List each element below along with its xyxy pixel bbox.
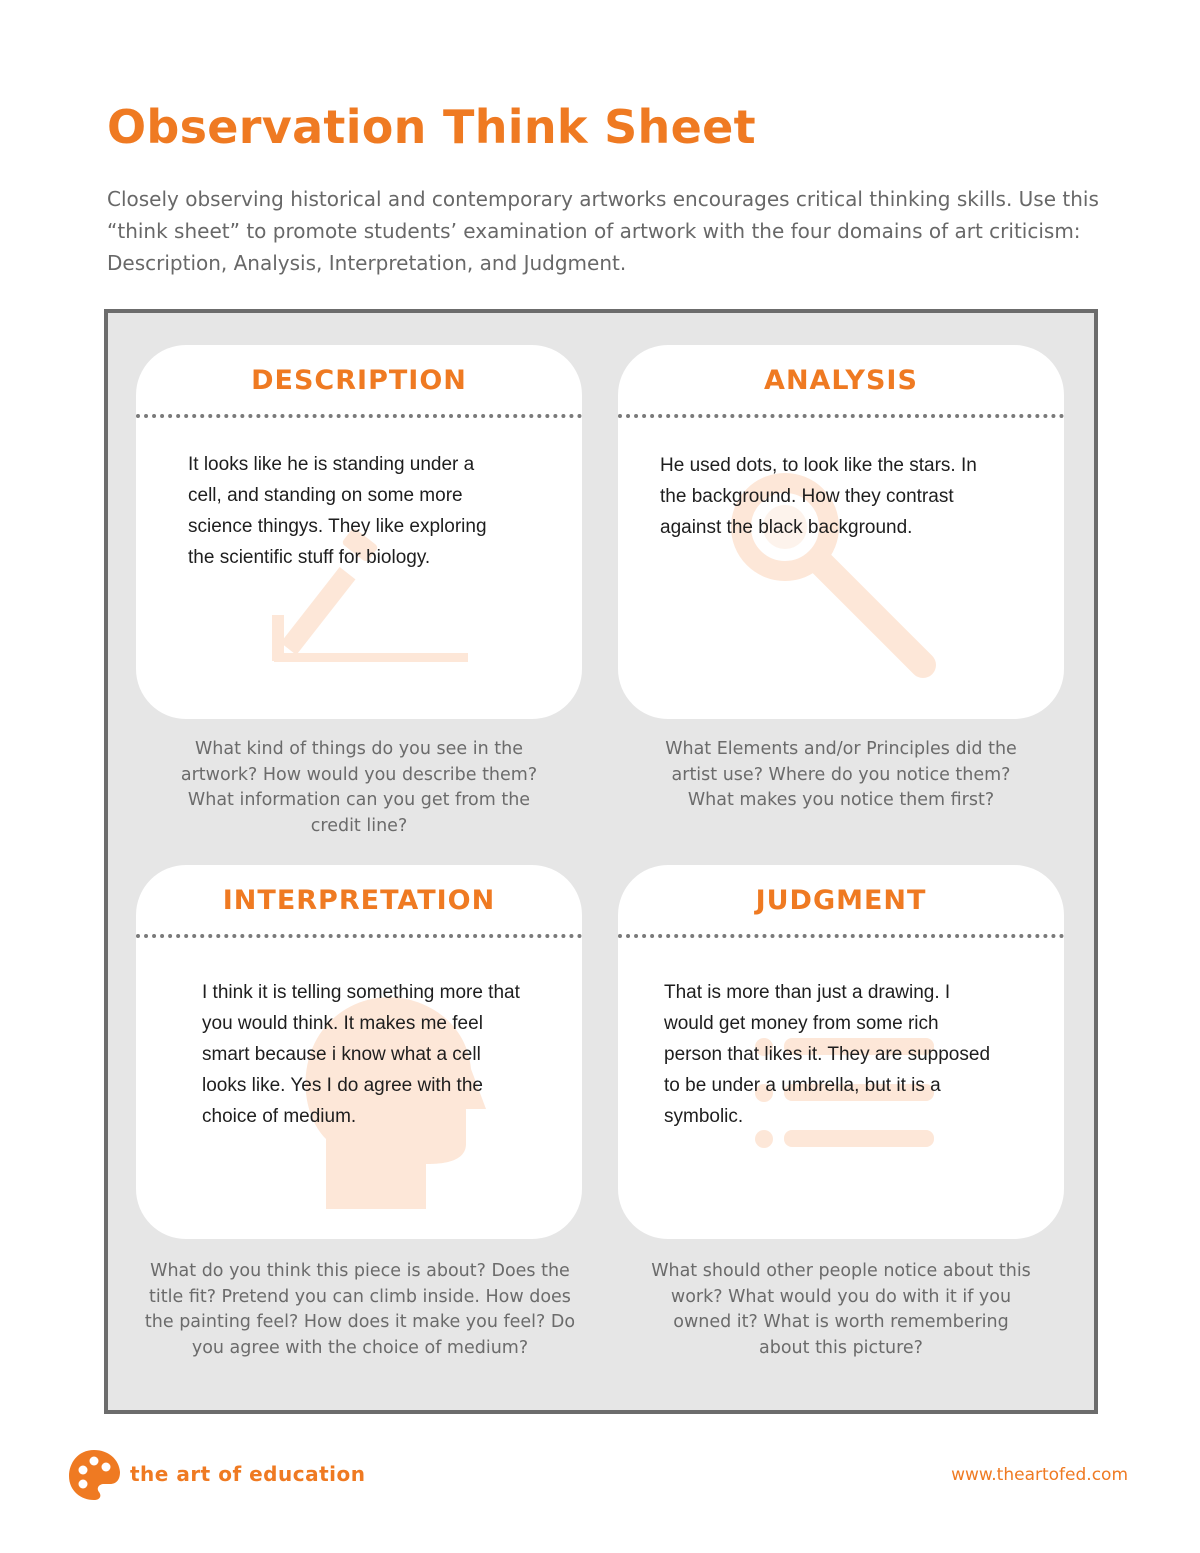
judgment-prompt: What should other people notice about this work? What would you do with it if you owned it? What is worth remembering about this picture? <box>651 1261 1031 1358</box>
judgment-answer: That is more than just a drawing. I would get money from some rich person that likes it. They are supposed to be under a umbrella, but it is a symbolic. <box>664 982 991 1127</box>
judgment-heading: JUDGMENT <box>755 885 927 916</box>
description-answer: It looks like he is standing under a cell, and standing on some more science thingys. They like exploring the scientific stuff for biology. <box>188 454 487 568</box>
intro-paragraph: Closely observing historical and contemporary artworks encourages critical thinking skills. Use this “think sheet” to promote students’ examination of artwork with the four domains of art criticism: Description, Analysis, Interpretation, and Judgment. <box>107 187 1099 275</box>
interpretation-divider <box>136 934 582 938</box>
analysis-answer: He used dots, to look like the stars. In the background. How they contrast against the black background. <box>660 455 977 538</box>
judgment-divider <box>618 934 1064 938</box>
analysis-card <box>618 345 1064 719</box>
description-heading: DESCRIPTION <box>251 365 467 396</box>
footer-brand: the art of education <box>130 1462 366 1486</box>
interpretation-card <box>136 865 582 1239</box>
description-prompt: What kind of things do you see in the artwork? How would you describe them? What information can you get from the credit line? <box>180 739 538 836</box>
description-card <box>136 345 582 719</box>
description-divider <box>136 414 582 418</box>
analysis-divider <box>618 414 1064 418</box>
analysis-heading: ANALYSIS <box>764 365 918 396</box>
page-title: Observation Think Sheet <box>107 100 756 154</box>
interpretation-answer: I think it is telling something more that you would think. It makes me feel smart because i know what a cell looks like. Yes I do agree with the choice of medium. <box>202 982 520 1127</box>
footer-url[interactable]: www.theartofed.com <box>951 1465 1128 1485</box>
interpretation-heading: INTERPRETATION <box>222 885 496 916</box>
analysis-prompt: What Elements and/or Principles did the artist use? Where do you notice them? What makes you notice them first? <box>665 739 1017 810</box>
judgment-card <box>618 865 1064 1239</box>
interpretation-prompt: What do you think this piece is about? Does the title fit? Pretend you can climb inside. How does the painting feel? How does it make you feel? Do you agree with the choice of medium? <box>144 1261 576 1358</box>
criticism-panel <box>104 309 1098 1414</box>
palette-icon <box>66 1446 122 1504</box>
